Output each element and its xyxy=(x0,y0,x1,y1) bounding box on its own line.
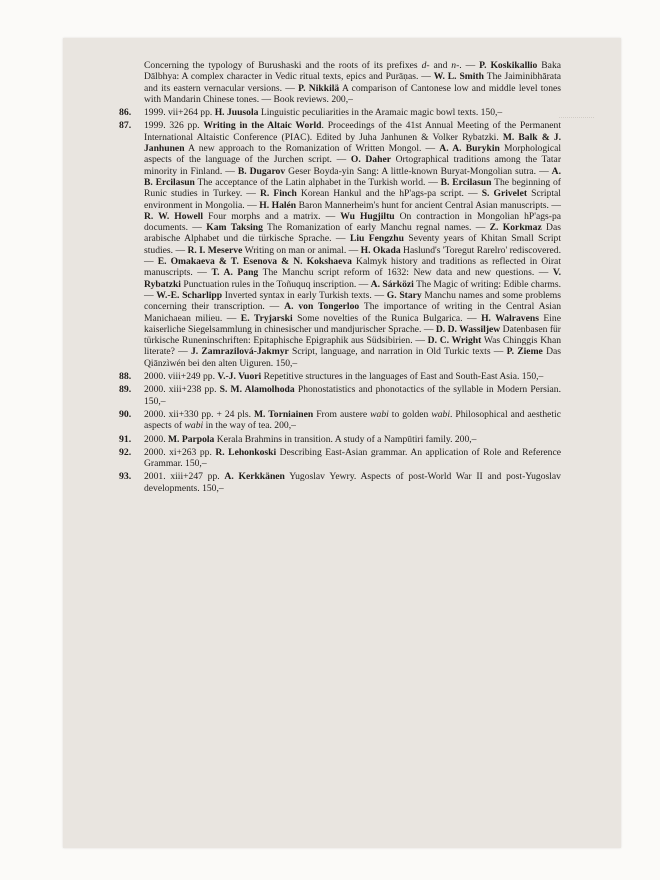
entry-number: 89. xyxy=(119,384,132,396)
entry-number: 93. xyxy=(119,471,132,483)
author: S. Grivelet xyxy=(481,188,528,200)
entry-88 xyxy=(81,371,561,382)
entry-text: 1999. 326 pp. Writing in the Altaic World. Proceedings of the 41st Annual Meeting of the Permanent International Altaistic Conference (PIAC). Edited by Juha Janhunen & Volker Rybatzki. M. Balk & J. Janhunen A new approach to the Romanization of Written Mongol. — A. A. Burykin Morphological aspects of the language of the Jurchen script. — O. Daher Ortographical traditions among the Tatar minority in Finland. — B. Dugarov Geser Boyda-yin Sang: A little-known Buryat-Mongolian sutra. — A. B. Ercilasun The acceptance of the Latin alphabet in the Turkish world. — B. Ercilasun The beginning of Runic studies in Turkey. — R. Finch Korean Hankul and the hP'ags-pa script. — S. Grivelet Scriptal environment in Mongolia. — H. Halén Baron Mannerheim's hunt for ancient Central Asian manuscripts. — R. W. Howell Four morphs and a matrix. — Wu Hugjiltu On contraction in Mongolian hP'ags-pa documents. — Kam Taksing The Romanization of early Manchu regnal names. — Z. Korkmaz Das arabische Alphabet und die türkische Sprache. — Liu Fengzhu Seventy years of Khitan Small Script studies. — R. I. Meserve Writing on man or animal. — H. Okada Haslund's 'Toregut Rarelro' rediscovered. — E. Omakaeva & T. Esenova & N. Kokshaeva Kalmyk history and traditions as reflected in Oirat manuscripts. — T. A. Pang The Manchu script reform of 1632: New data and new questions. — V. Rybatzki Punctuation rules in the Toñuquq inscription. — A. Sárközi The Magic of writing: Edible charms. — W.-E. Scharlipp Inverted syntax in early Turkish texts. — G. Stary Manchu names and some problems concerning their transcription. — A. von Tongerloo The importance of writing in the Central Asian Manichaean milieu. — E. Tryjarski Some novelties of the Runica Bulgarica. — H. Walravens Eine kaiserliche Siegelsammlung in chinesischer und mandjurischer Sprache. — D. D. Wassiljew Datenbasen für türkische Runeninschriften: Epitaphische Epigraphik aus Südsibirien. — D. C. Wright Was Chinggis Khan literate? — J. Zamrazilová-Jakmyr Script, language, and narration in Old Turkic texts — P. Zieme Das Qiānzìwén bei den alten Uiguren. 150,– xyxy=(144,120,562,369)
author: R. Lehonkoski xyxy=(215,446,277,458)
entry-text: 2000. M. Parpola Kerala Brahmins in transition. A study of a Nampūtiri family. 200,– xyxy=(144,433,477,445)
author: A. Sárközi xyxy=(370,278,414,290)
author: Liu Fengzhu xyxy=(349,233,404,245)
author: B. Dugarov xyxy=(237,165,286,177)
author: W. L. Smith xyxy=(433,71,484,83)
author: H. Halén xyxy=(259,199,297,211)
author: A. Kerkkänen xyxy=(224,471,285,483)
entry-92 xyxy=(81,447,561,470)
author: E. Tryjarski xyxy=(240,312,293,324)
entry-number: 92. xyxy=(119,446,132,458)
author: H. Okada xyxy=(360,244,401,256)
author: J. Zamrazilová-Jakmyr xyxy=(190,346,289,358)
author: R. Finch xyxy=(259,188,297,200)
author: R. W. Howell xyxy=(144,210,204,222)
entry-text: 2000. xi+263 pp. R. Lehonkoski Describing East-Asian grammar. An application of Role and Reference Grammar. 150,– xyxy=(144,446,561,470)
entry-87 xyxy=(81,120,561,369)
author: T. A. Pang xyxy=(211,267,259,279)
author: Wu Hugjiltu xyxy=(340,210,395,222)
author: G. Stary xyxy=(386,289,422,301)
author: E. Omakaeva & T. Esenova & N. Kokshaeva xyxy=(157,256,352,268)
author: W.-E. Scharlipp xyxy=(156,289,223,301)
faint-pencil-mark xyxy=(559,117,594,121)
author: V. Rybatzki xyxy=(144,267,561,290)
author: S. M. Alamolhoda xyxy=(219,384,295,396)
entry-90 xyxy=(81,409,561,432)
author: B. Ercilasun xyxy=(440,176,492,188)
entry-text: Concerning the typology of Burushaski and the roots of its prefixes d- and n-. — P. Koskikallio Baka Dālbhya: A complex character in Vedic ritual texts, epics and Purāṇas. — W. L. Smith The Jaiminibhārata and its eastern vernacular versions. — P. Nikkilä A comparison of Cantonese low and middle level tones with Mandarin Chinese tones. — Book reviews. 200,– xyxy=(144,60,562,105)
entry-number: 86. xyxy=(119,107,132,119)
author: Z. Korkmaz xyxy=(489,222,542,234)
entry-text: 2000. xiii+238 pp. S. M. Alamolhoda Phonostatistics and phonotactics of the syllable in Modern Persian. 150,– xyxy=(144,384,561,407)
entry-text: 2001. xiii+247 pp. A. Kerkkänen Yugoslav Yewry. Aspects of post-World War II and post-Yugoslav developments. 150,– xyxy=(144,471,561,494)
author: M. Parpola xyxy=(167,433,215,445)
author: D. D. Wassiljew xyxy=(435,323,501,335)
volume-title: Writing in the Altaic World xyxy=(203,120,322,132)
entry-number: 90. xyxy=(119,408,132,420)
entry-86 xyxy=(81,107,561,118)
entry-number: 91. xyxy=(119,433,132,445)
author: R. I. Meserve xyxy=(187,244,243,256)
entry-text: 2000. xii+330 pp. + 24 pls. M. Torniainen From austere wabi to golden wabi. Philosophical and aesthetic aspects of wabi in the way of tea. 200,– xyxy=(144,408,561,432)
author: A. von Tongerloo xyxy=(284,301,360,313)
author: M. Balk & J. Janhunen xyxy=(144,131,561,155)
entry-number: 87. xyxy=(119,120,132,132)
author: D. C. Wright xyxy=(427,335,482,347)
author: A. A. Burykin xyxy=(439,143,500,155)
author: A. B. Ercilasun xyxy=(144,165,561,188)
author: V.-J. Vuori xyxy=(217,371,262,383)
continued-entry xyxy=(81,60,561,105)
publication-list xyxy=(81,60,561,496)
author: Kam Taksing xyxy=(206,222,263,234)
author: P. Koskikallio xyxy=(479,60,538,71)
entry-text: 1999. vii+264 pp. H. Juusola Linguistic peculiarities in the Aramaic magic bowl texts. 150,– xyxy=(144,107,503,119)
entry-text: 2000. viii+249 pp. V.-J. Vuori Repetitive structures in the languages of East and South-East Asia. 150,– xyxy=(144,371,544,383)
entry-89 xyxy=(81,384,561,407)
author: H. Juusola xyxy=(214,107,259,119)
author: H. Walravens xyxy=(481,312,539,324)
entry-number: 88. xyxy=(119,371,132,383)
author: M. Torniainen xyxy=(254,408,314,420)
author: P. Nikkilä xyxy=(298,82,340,94)
entry-91 xyxy=(81,434,561,445)
author: P. Zieme xyxy=(506,346,543,358)
entry-93 xyxy=(81,471,561,494)
author: O. Daher xyxy=(350,154,391,166)
